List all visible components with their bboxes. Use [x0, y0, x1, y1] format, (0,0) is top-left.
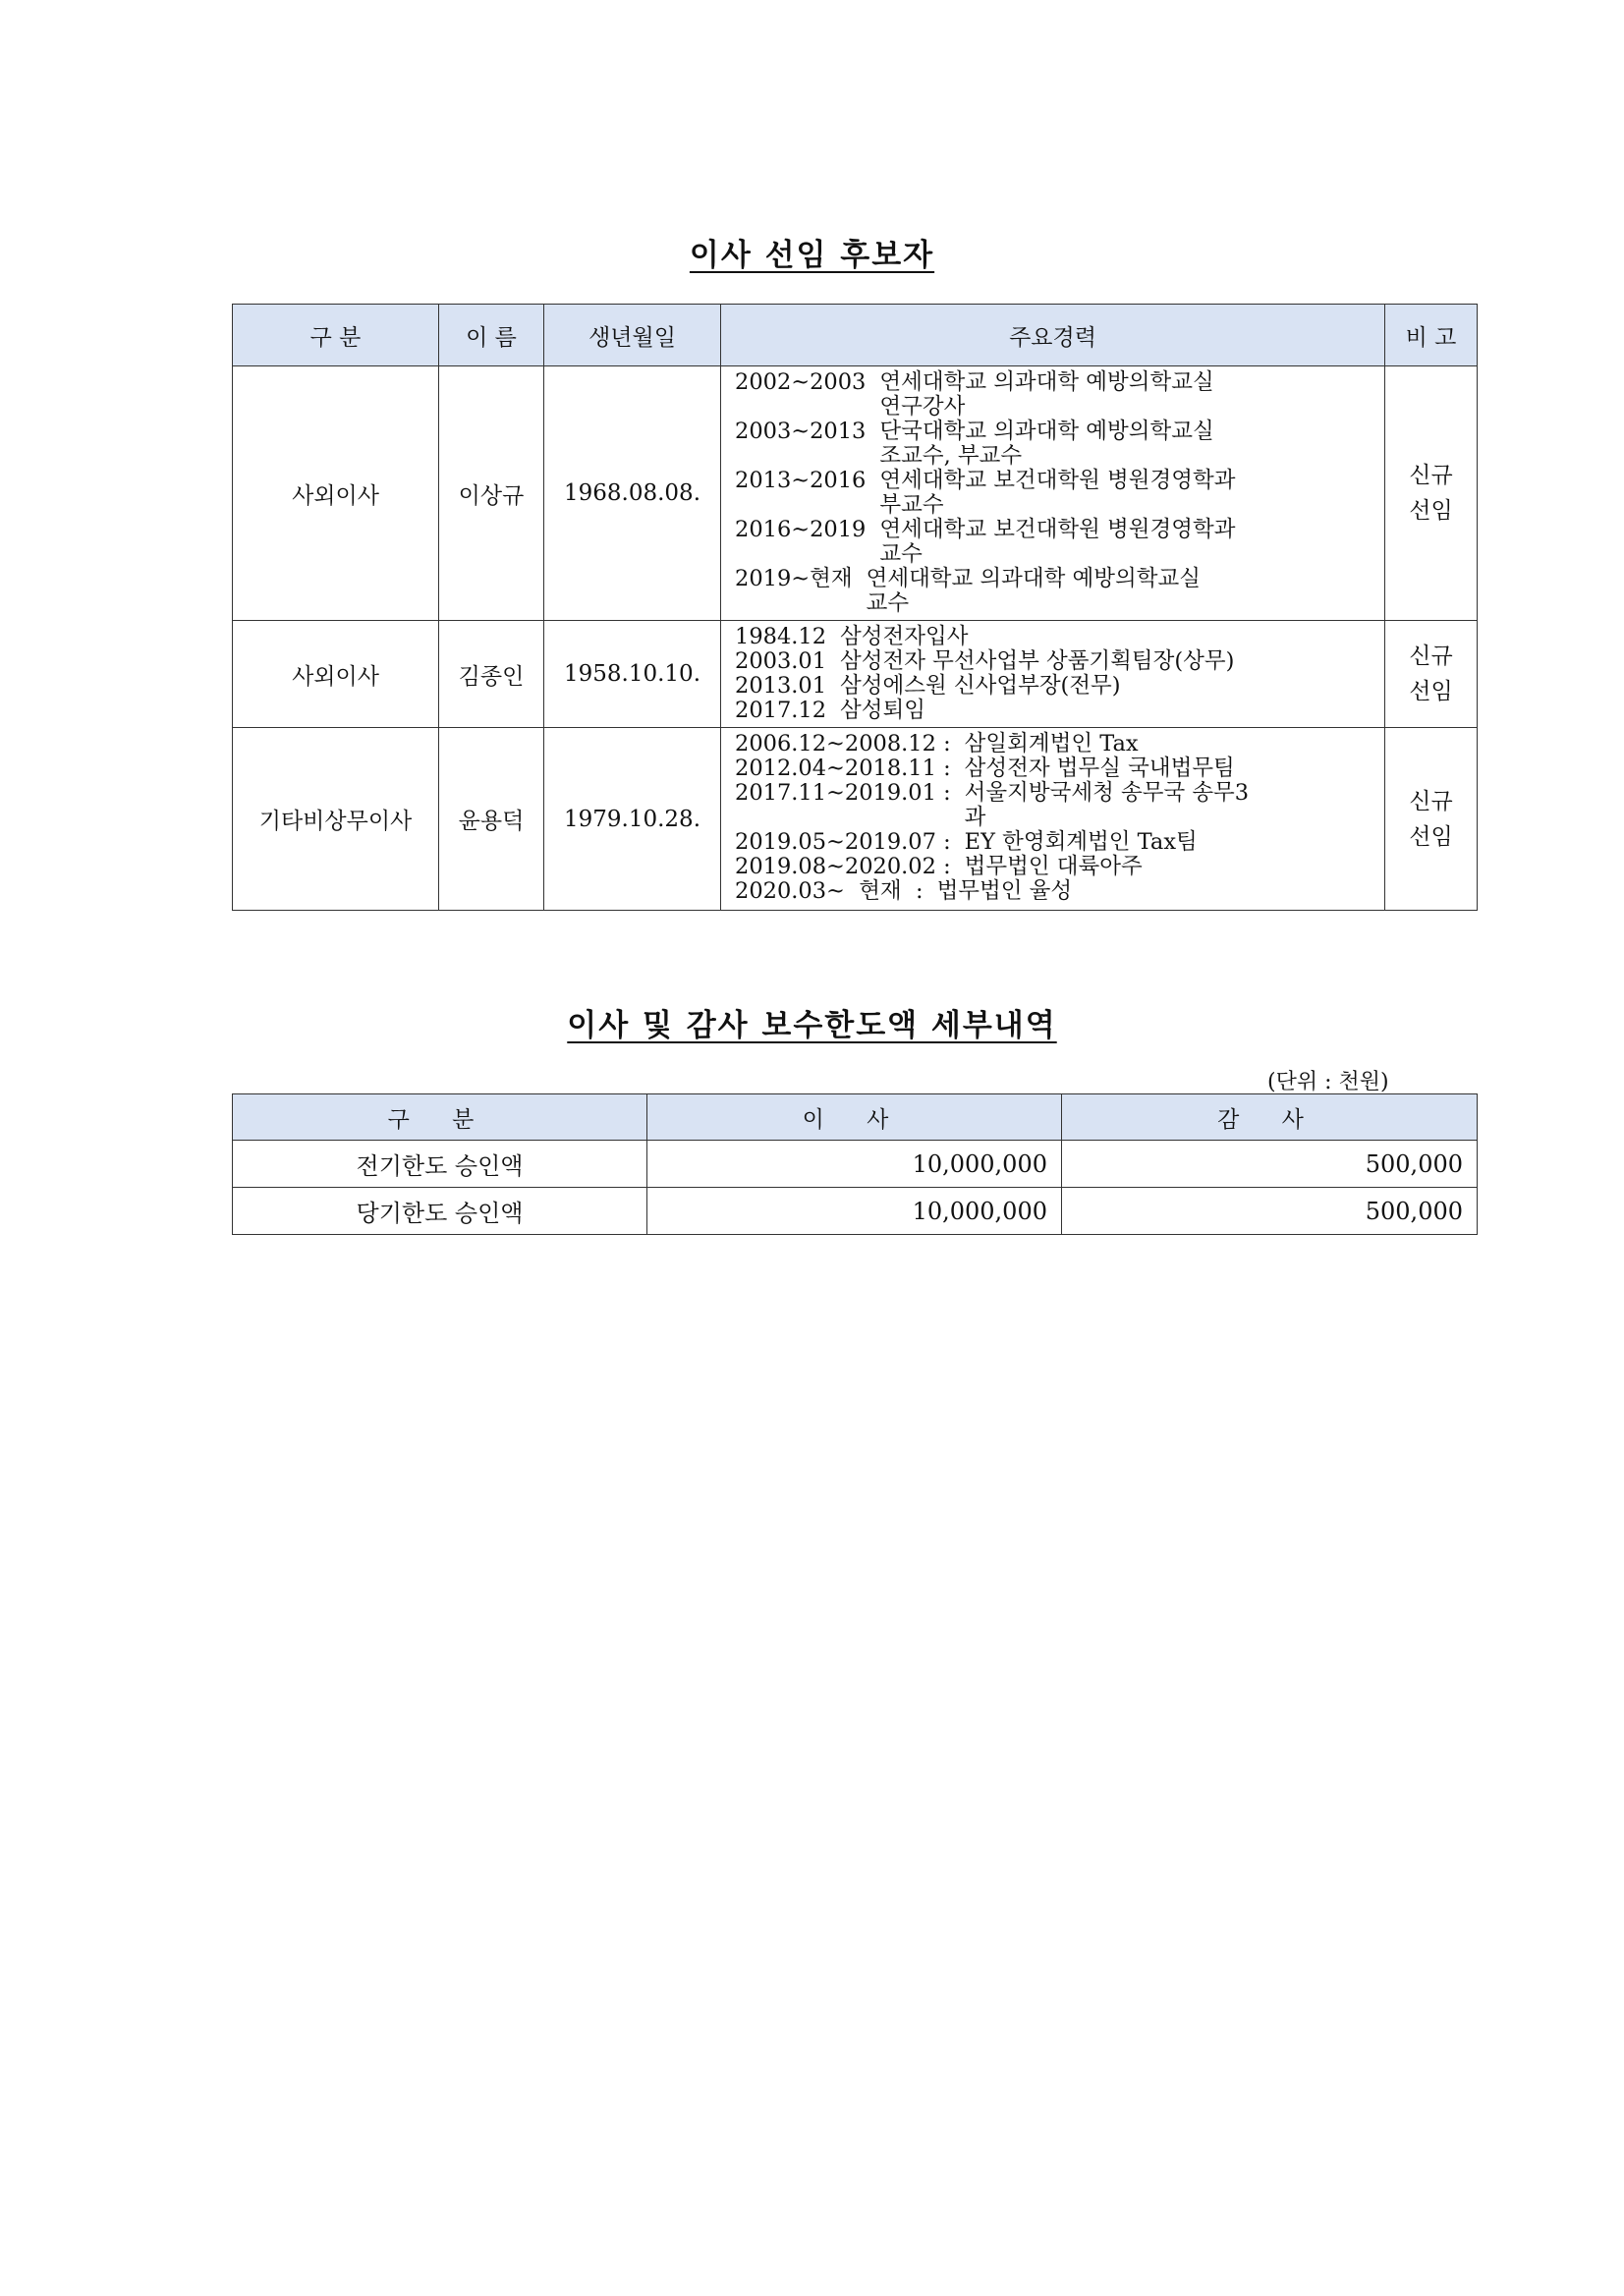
- career-period: 2019~현재: [735, 566, 853, 591]
- cell-auditor: 500,000: [1062, 1188, 1478, 1235]
- career-entry: [735, 469, 1374, 518]
- career-entry: [735, 855, 1374, 879]
- career-description: 삼성에스원 신사업부장(전무): [840, 673, 1121, 699]
- note-text: 선임: [1409, 498, 1453, 524]
- career-description: EY 한영회계법인 Tax팀: [964, 829, 1198, 855]
- career-description: 삼성전자 법무실 국내법무팀: [964, 756, 1235, 781]
- table-row: [233, 728, 1478, 911]
- career-period: 2012.04~2018.11 :: [735, 756, 951, 781]
- career-period: 2013.01: [735, 673, 827, 699]
- table-row: [233, 621, 1478, 728]
- career-description: 연세대학교 의과대학 예방의학교실 교수: [866, 566, 1201, 616]
- table-row: [233, 1141, 1478, 1188]
- table-header-row: [233, 305, 1478, 366]
- table-row: [233, 1188, 1478, 1235]
- career-description: 삼성전자 무선사업부 상품기획팀장(상무): [840, 648, 1235, 674]
- career-period: 2013~2016: [735, 468, 867, 493]
- career-entry: [735, 674, 1374, 699]
- compensation-title: 이사 및 감사 보수한도액 세부내역: [567, 1008, 1057, 1043]
- career-entry: [735, 756, 1374, 781]
- header-auditor: 감 사: [1062, 1094, 1478, 1141]
- unit-label: (단위 : 천원): [1267, 1070, 1389, 1094]
- header-category: 구 분: [233, 305, 439, 366]
- cell-birth: 1958.10.10.: [544, 621, 721, 728]
- cell-birth: 1968.08.08.: [544, 366, 721, 621]
- candidates-title: 이사 선임 후보자: [689, 238, 935, 273]
- table-row: [233, 366, 1478, 621]
- header-career: 주요경력: [721, 305, 1385, 366]
- career-description: 삼일회계법인 Tax: [964, 731, 1139, 756]
- cell-career: [721, 728, 1385, 911]
- career-period: 2019.08~2020.02 :: [735, 854, 951, 879]
- career-description: 법무법인 대륙아주: [964, 854, 1143, 879]
- header-note: 비 고: [1385, 305, 1478, 366]
- career-description: 연세대학교 의과대학 예방의학교실 연구강사: [879, 369, 1214, 420]
- header-director: 이 사: [647, 1094, 1062, 1141]
- cell-career: [721, 621, 1385, 728]
- career-description: 삼성전자입사: [840, 624, 969, 649]
- career-description: 연세대학교 보건대학원 병원경영학과 부교수: [879, 468, 1236, 518]
- candidates-table: [232, 304, 1478, 911]
- career-period: 2003~2013: [735, 419, 867, 444]
- career-description: 단국대학교 의과대학 예방의학교실 조교수, 부교수: [879, 419, 1214, 469]
- career-description: 서울지방국세청 송무국 송무3 과: [964, 780, 1250, 830]
- header-name: 이 름: [439, 305, 544, 366]
- career-entry: [735, 781, 1374, 830]
- note-text: 선임: [1409, 679, 1453, 704]
- cell-label: 전기한도 승인액: [233, 1141, 647, 1188]
- cell-note: [1385, 728, 1478, 911]
- career-entry: [735, 625, 1374, 649]
- career-period: 2002~2003: [735, 369, 867, 395]
- career-period: 1984.12: [735, 624, 827, 649]
- career-entry: [735, 879, 1374, 904]
- note-text: 선임: [1409, 823, 1453, 850]
- career-period: 2003.01: [735, 648, 827, 674]
- cell-birth: 1979.10.28.: [544, 728, 721, 911]
- career-entry: [735, 567, 1374, 616]
- compensation-table: [232, 1093, 1478, 1235]
- cell-director: 10,000,000: [647, 1188, 1062, 1235]
- career-entry: [735, 518, 1374, 567]
- career-entry: [735, 649, 1374, 674]
- career-description: 법무법인 율성: [936, 878, 1073, 904]
- cell-auditor: 500,000: [1062, 1141, 1478, 1188]
- career-period: 2019.05~2019.07 :: [735, 829, 951, 855]
- note-text: 신규: [1409, 788, 1453, 814]
- table-header-row: [233, 1094, 1478, 1141]
- career-entry: [735, 420, 1374, 469]
- career-period: 2006.12~2008.12 :: [735, 731, 951, 756]
- note-text: 신규: [1409, 463, 1453, 488]
- cell-note: [1385, 621, 1478, 728]
- cell-note: [1385, 366, 1478, 621]
- note-text: 신규: [1409, 644, 1453, 669]
- cell-label: 당기한도 승인액: [233, 1188, 647, 1235]
- career-period: 2016~2019: [735, 517, 867, 542]
- cell-name: 윤용덕: [439, 728, 544, 911]
- career-entry: [735, 370, 1374, 420]
- career-description: 연세대학교 보건대학원 병원경영학과 교수: [879, 517, 1236, 567]
- career-period: 2020.03~ 현재 :: [735, 878, 924, 904]
- cell-name: 이상규: [439, 366, 544, 621]
- career-period: 2017.11~2019.01 :: [735, 780, 951, 806]
- career-entry: [735, 699, 1374, 723]
- career-description: 삼성퇴임: [840, 698, 925, 723]
- cell-category: 기타비상무이사: [233, 728, 439, 911]
- cell-category: 사외이사: [233, 366, 439, 621]
- cell-name: 김종인: [439, 621, 544, 728]
- header-category: 구 분: [233, 1094, 647, 1141]
- career-entry: [735, 830, 1374, 855]
- cell-director: 10,000,000: [647, 1141, 1062, 1188]
- career-entry: [735, 732, 1374, 756]
- cell-career: [721, 366, 1385, 621]
- cell-category: 사외이사: [233, 621, 439, 728]
- career-period: 2017.12: [735, 698, 827, 723]
- header-birth: 생년월일: [544, 305, 721, 366]
